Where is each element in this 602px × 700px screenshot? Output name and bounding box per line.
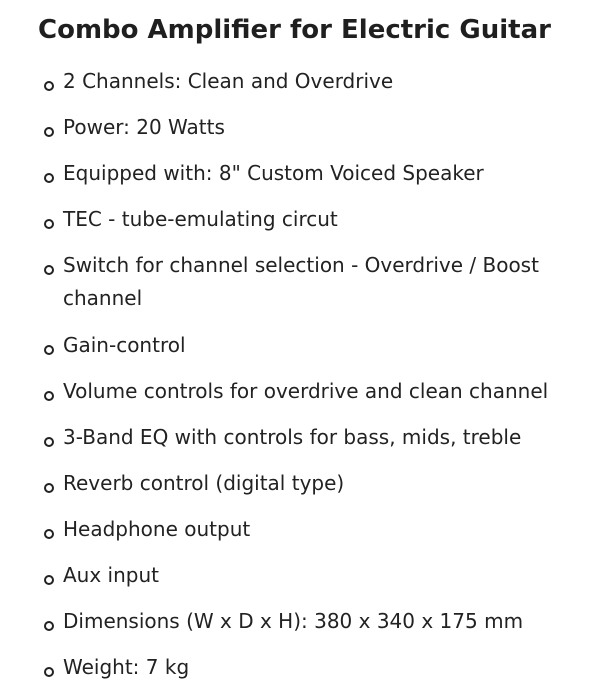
bullet-icon [44, 265, 54, 275]
feature-item [44, 334, 564, 362]
feature-text: Weight: 7 kg [63, 655, 190, 679]
feature-text: Gain-control [63, 333, 186, 357]
feature-item [44, 380, 564, 408]
feature-text: Reverb control (digital type) [63, 471, 345, 495]
feature-item [44, 656, 564, 684]
bullet-icon [44, 127, 54, 137]
feature-text: Volume controls for overdrive and clean channel [63, 379, 549, 403]
feature-text: TEC - tube-emulating circut [63, 207, 338, 231]
feature-item [44, 564, 564, 592]
bullet-icon [44, 575, 54, 585]
feature-item [44, 610, 564, 638]
feature-item [44, 162, 564, 190]
bullet-icon [44, 621, 54, 631]
feature-text: Aux input [63, 563, 159, 587]
feature-item [44, 208, 564, 236]
product-title: Combo Amplifier for Electric Guitar [38, 15, 551, 45]
feature-text: Dimensions (W x D x H): 380 x 340 x 175 mm [63, 609, 524, 633]
feature-text: Power: 20 Watts [63, 115, 225, 139]
bullet-icon [44, 529, 54, 539]
bullet-icon [44, 173, 54, 183]
bullet-icon [44, 391, 54, 401]
bullet-icon [44, 437, 54, 447]
feature-text: Equipped with: 8" Custom Voiced Speaker [63, 161, 484, 185]
feature-item [44, 254, 564, 315]
feature-text: 2 Channels: Clean and Overdrive [63, 69, 394, 93]
bullet-icon [44, 219, 54, 229]
bullet-icon [44, 345, 54, 355]
bullet-icon [44, 483, 54, 493]
feature-item [44, 426, 564, 454]
feature-item [44, 70, 564, 98]
feature-text: 3-Band EQ with controls for bass, mids, treble [63, 425, 522, 449]
feature-text: Switch for channel selection - Overdrive / Boost channel [63, 253, 539, 310]
feature-item [44, 472, 564, 500]
bullet-icon [44, 81, 54, 91]
bullet-icon [44, 667, 54, 677]
feature-item [44, 116, 564, 144]
feature-item [44, 518, 564, 546]
feature-text: Headphone output [63, 517, 251, 541]
